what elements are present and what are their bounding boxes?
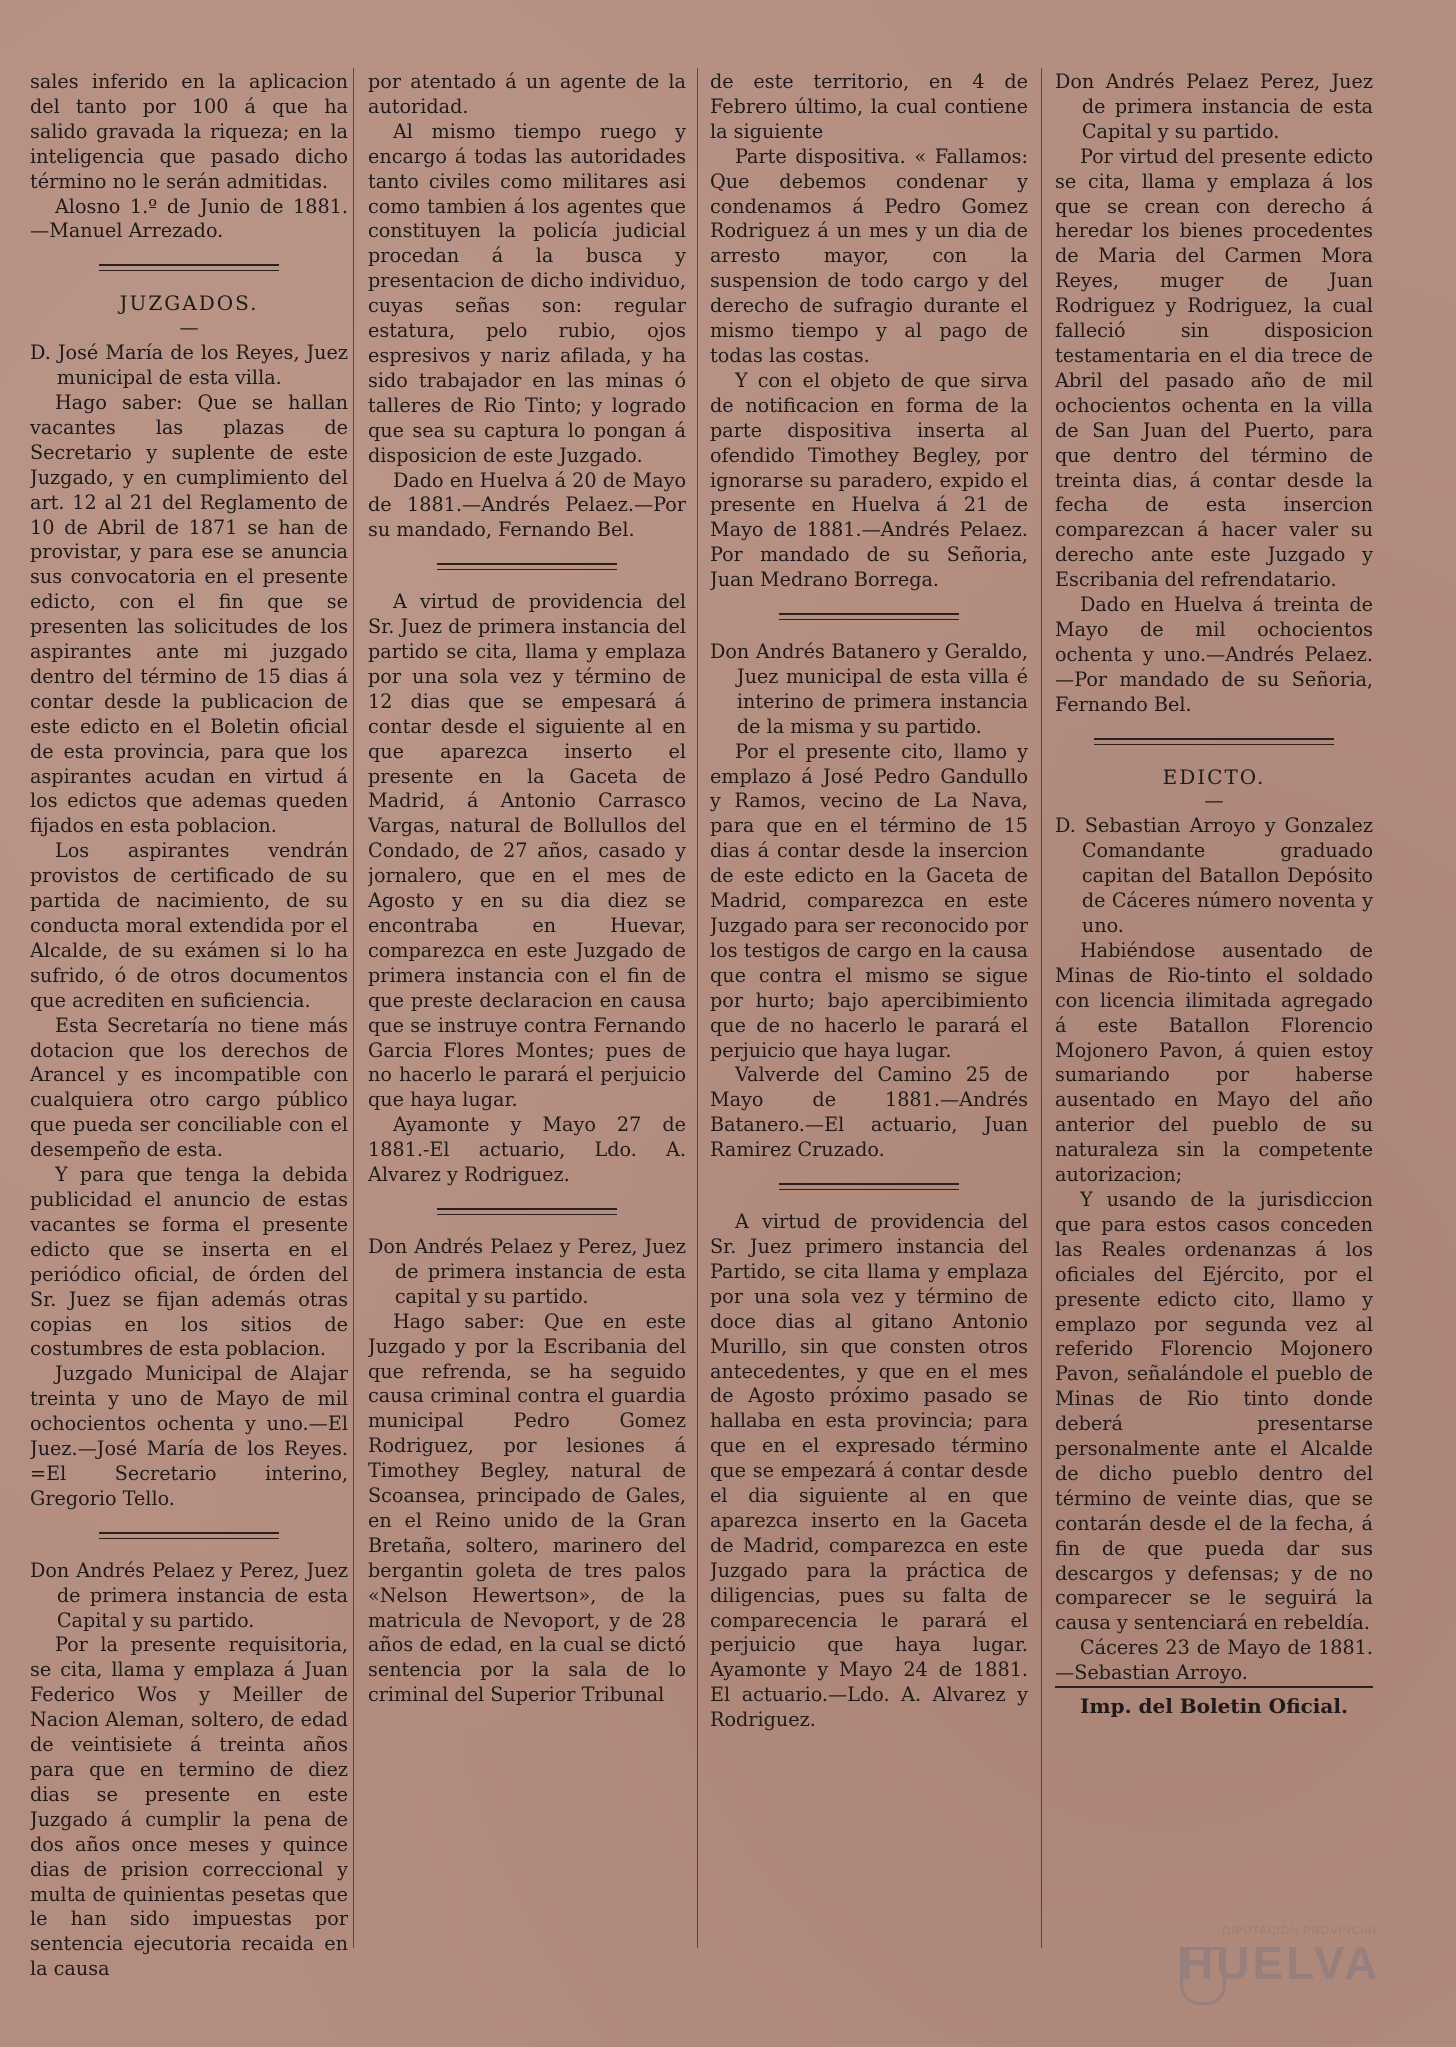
column-1 xyxy=(30,70,348,2007)
column-2 xyxy=(368,70,686,2007)
paragraph: sales inferido en la aplicacion del tanto por 100 á que ha salido gravada la riqueza; en la inteligencia que pasado dicho término no le serán admitidas. xyxy=(30,70,348,193)
paragraph: Por el presente cito, llamo y emplazo á José Pedro Gandullo y Ramos, vecino de La Nava, para que en el término de 15 dias á contar desde la insercion de este edicto en la Gaceta de Madrid, comparezca en este Juzgado para ser reconocido por los testigos de cargo en la causa que contra el mismo se sigue por hurto; bajo apercibimiento que de no hacerlo le parará el perjuicio que haya lugar. xyxy=(710,739,1028,1062)
paragraph: Dado en Huelva á 20 de Mayo de 1881.—Andrés Pelaez.—Por su mandado, Fernando Bel. xyxy=(368,468,686,542)
column-rule xyxy=(697,68,698,1948)
paragraph: Al mismo tiempo ruego y encargo á todas las autoridades tanto civiles como militares asi como tambien á los agentes que constituyen la policía judicial procedan á la busca y presentacion de dicho individuo, cuyas señas son: regular estatura, pelo rubio, ojos espresivos y nariz afilada, y ha sido trabajador en las minas ó talleres de Rio Tinto; y logrado que sea su captura lo pongan á disposicion de este Juzgado. xyxy=(368,119,686,467)
paragraph: Por virtud del presente edicto se cita, llama y emplaza á los que se crean con derecho á heredar los bienes procedentes de Maria del Carmen Mora Reyes, muger de Juan Rodriguez y Rodriguez, la cual falleció sin disposicion testamentaria en el dia trece de Abril del pasado año de mil ochocientos ochenta en la villa de San Juan del Puerto, para que dentro del término de treinta dias, á contar desde la fecha de esta insercion comparezcan á hacer valer su derecho ante este Juzgado y Escribania del refrendatario. xyxy=(1055,144,1373,592)
section-divider xyxy=(779,1183,959,1190)
section-divider xyxy=(437,1208,617,1215)
section-divider xyxy=(99,1532,279,1539)
archive-stamp xyxy=(1180,1925,1380,2015)
paragraph: Y con el objeto de que sirva de notificacion en forma de la parte dispositiva inserta al ofendido Timothey Begley, por ignorarse su paradero, expido el presente en Huelva á 21 de Mayo de 1881.—Andrés Pelaez. Por mandado de su Señoria, Juan Medrano Borrega. xyxy=(710,368,1028,592)
heading-dash: — xyxy=(179,316,199,340)
section-divider xyxy=(779,613,959,620)
column-4 xyxy=(1055,70,1373,2007)
notice-issuer: D. José María de los Reyes, Juez municipal de esta villa. xyxy=(30,341,348,390)
paragraph: A virtud de providencia del Sr. Juez de primera instancia del partido se cita, llama y emplaza por una sola vez y término de 12 dias que se empesará á contar desde el siguiente al en que aparezca inserto el presente en la Gaceta de Madrid, á Antonio Carrasco Vargas, natural de Bollullos del Condado, de 27 años, casado y jornalero, que en el mes de Agosto y en su dia diez se encontraba en Huevar, comparezca en este Juzgado de primera instancia con el fin de que preste declaracion en causa que se instruye contra Fernando Garcia Flores Montes; pues de no hacerlo le parará el perjuicio que haya lugar. xyxy=(368,590,686,1112)
paragraph: Hago saber: Que en este Juzgado y por la Escribania del que refrenda, se ha seguido causa criminal contra el guardia municipal Pedro Gomez Rodriguez, por lesiones á Timothey Begley, natural de Scoansea, principado de Gales, en el Reino unido de la Gran Bretaña, soltero, marinero del bergantin goleta de tres palos «Nelson Hewertson», de la matricula de Nevoport, y de 28 años de edad, en la cual se dictó sentencia por la sala de lo criminal del Superior Tribunal xyxy=(368,1309,686,1707)
paragraph: Valverde del Camino 25 de Mayo de 1881.—Andrés Batanero.—El actuario, Juan Ramirez Cruzado. xyxy=(710,1063,1028,1162)
paragraph: Por la presente requisitoria, se cita, llama y emplaza á Juan Federico Wos y Meiller de Nacion Aleman, soltero, de edad de veintisiete á treinta años para que en termino de diez dias se presente en este Juzgado á cumplir la pena de dos años once meses y quince dias de prision correccional y multa de quinientas pesetas que le han sido impuestas por sentencia ejecutoria recaida en la causa xyxy=(30,1633,348,1981)
shield-icon xyxy=(1180,1947,1226,2005)
notice-issuer: Don Andrés Batanero y Geraldo, Juez municipal de esta villa é interino de primera instancia de la misma y su partido. xyxy=(710,640,1028,738)
paragraph: Ayamonte y Mayo 27 de 1881.-El actuario, Ldo. A. Alvarez y Rodriguez. xyxy=(368,1113,686,1187)
paragraph: Cáceres 23 de Mayo de 1881.—Sebastian Arroyo. xyxy=(1055,1636,1373,1685)
paragraph: de este territorio, en 4 de Febrero último, la cual contiene la siguiente xyxy=(710,70,1028,143)
notice-issuer: D. Sebastian Arroyo y Gonzalez Comandante graduado capitan del Batallon Depósito de Cáceres número noventa y uno. xyxy=(1055,814,1373,937)
paragraph: Alosno 1.º de Junio de 1881. —Manuel Arrezado. xyxy=(30,194,348,243)
paragraph: Los aspirantes vendrán provistos de certificado de su partida de nacimiento, de su conducta moral extendida por el Alcalde, de su exámen si lo ha sufrido, ó de otros documentos que acrediten en suficiencia. xyxy=(30,839,348,1012)
stamp-title: HUELVA xyxy=(1180,1937,1381,1989)
section-heading: JUZGADOS. xyxy=(119,291,259,316)
notice-issuer: Don Andrés Pelaez y Perez, Juez de primera instancia de esta Capital y su partido. xyxy=(30,1558,348,1632)
paragraph: Parte dispositiva. « Fallamos: Que debemos condenar y condenamos á Pedro Gomez Rodriguez á un mes y un dia de arresto mayor, con la suspension de todo cargo y del derecho de sufragio durante el mismo tiempo y al pago de todas las costas. xyxy=(710,144,1028,367)
paragraph: Dado en Huelva á treinta de Mayo de mil ochocientos ochenta y uno.—Andrés Pelaez.—Por mandado de su Señoria, Fernando Bel. xyxy=(1055,593,1373,716)
paragraph: por atentado á un agente de la autoridad. xyxy=(368,70,686,118)
paragraph: Y para que tenga la debida publicidad el anuncio de estas vacantes se forma el presente edicto que se inserta en el periódico oficial, de órden del Sr. Juez se fijan además otras copias en los sitios de costumbres de esta poblacion. xyxy=(30,1163,348,1361)
section-divider xyxy=(99,264,279,271)
imprint-footer: Imp. del Boletin Oficial. xyxy=(1055,1686,1373,1719)
stamp-caption: DIPUTACIÓN PROVINCIAL xyxy=(1222,1925,1380,1937)
column-rule xyxy=(1041,68,1042,1948)
column-3 xyxy=(710,70,1028,2007)
section-divider xyxy=(437,563,617,570)
paragraph: Y usando de la jurisdiccion que para estos casos conceden las Reales ordenanzas á los oficiales del Ejército, por el presente edicto cito, llamo y emplazo por segunda vez al referido Florencio Mojonero Pavon, señalándole el pueblo de Minas de Rio tinto donde deberá presentarse personalmente ante el Alcalde de dicho pueblo dentro del término de veinte dias, que se contarán desde el de la fecha, á fin de que pueda dar sus descargos y defensas; y de no comparecer se le seguirá la causa y sentenciará en rebeldía. xyxy=(1055,1187,1373,1635)
column-rule xyxy=(353,68,354,1948)
section-heading: EDICTO. xyxy=(1162,764,1266,789)
notice-issuer: Don Andrés Pelaez Perez, Juez de primera instancia de esta Capital y su partido. xyxy=(1055,70,1373,143)
notice-issuer: Don Andrés Pelaez y Perez, Juez de primera instancia de esta capital y su partido. xyxy=(368,1234,686,1308)
paragraph: Esta Secretaría no tiene más dotacion que los derechos de Arancel y es incompatible con cualquiera otro cargo público que pueda ser conciliable con el desempeño de esta. xyxy=(30,1013,348,1162)
paragraph: Hago saber: Que se hallan vacantes las plazas de Secretario y suplente de este Juzgado, y en cumplimiento del art. 12 al 21 del Reglamento de 10 de Abril de 1871 se han de provistar, y para ese se anuncia sus convocatoria en el presente edicto, con el fin que se presenten las solicitudes de los aspirantes ante mi juzgado dentro del término de 15 dias á contar desde la publicacion de este edicto en el Boletin oficial de esta provincia, para que los aspirantes acudan en virtud á los edictos que ademas queden fijados en esta poblacion. xyxy=(30,390,348,838)
section-divider xyxy=(1094,738,1334,745)
paragraph: Juzgado Municipal de Alajar treinta y uno de Mayo de mil ochocientos ochenta y uno.—El Juez.—José María de los Reyes. =El Secretario interino, Gregorio Tello. xyxy=(30,1362,348,1510)
paragraph: A virtud de providencia del Sr. Juez primero instancia del Partido, se cita llama y emplaza por una sola vez y término de doce dias al gitano Antonio Murillo, sin que consten otros antecedentes, y que en el mes de Agosto próximo pasado se hallaba en esta provincia; para que en el expresado término que se empezará á contar desde el dia siguiente al en que aparezca inserto en la Gaceta de Madrid, comparezca en este Juzgado para la práctica de diligencias, pues su falta de comparecencia le parará el perjuicio que haya lugar. Ayamonte y Mayo 24 de 1881. El actuario.—Ldo. A. Alvarez y Rodriguez. xyxy=(710,1210,1028,1732)
heading-dash: — xyxy=(1204,789,1224,813)
paragraph: Habiéndose ausentado de Minas de Rio-tinto el soldado con licencia ilimitada agregado á este Batallon Florencio Mojonero Pavon, á quien estoy sumariando por haberse ausentado en Mayo del año anterior del pueblo de su naturaleza sin la competente autorizacion; xyxy=(1055,938,1373,1187)
